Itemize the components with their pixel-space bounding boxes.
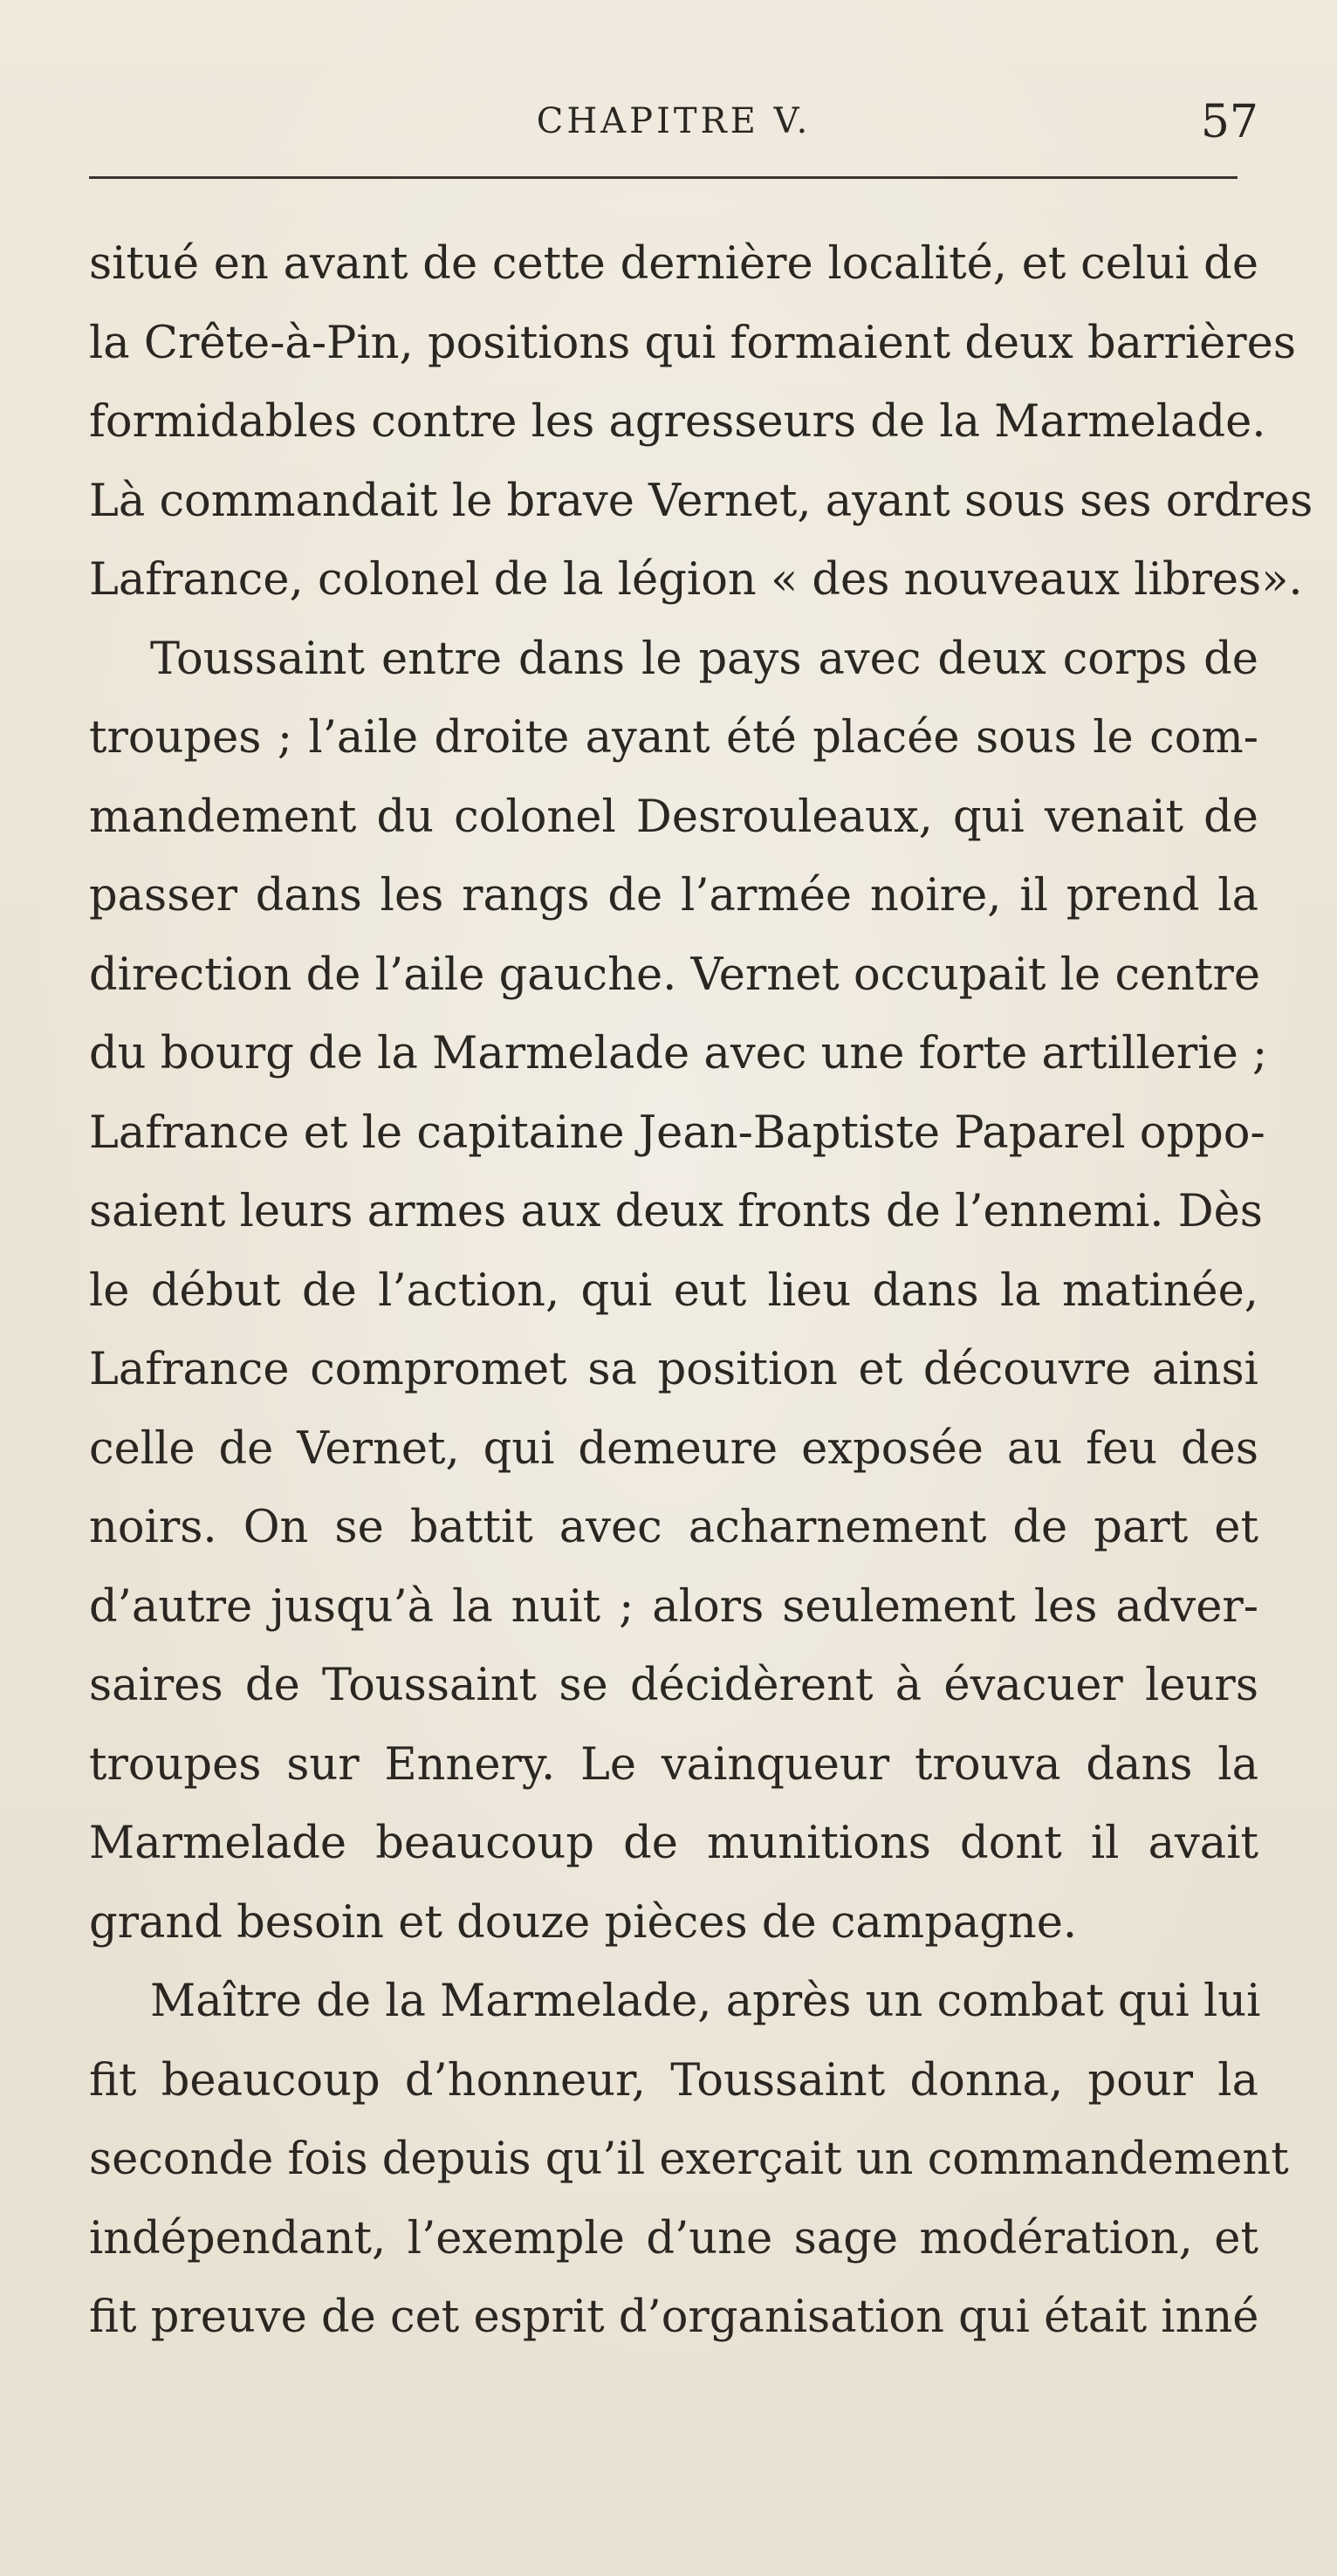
text-line: direction de l’aile gauche. Vernet occupait le centre (89, 949, 1261, 1001)
text-line: du bourg de la Marmelade avec une forte artillerie ; (89, 1028, 1268, 1079)
text-line: saires de Toussaint se décidèrent à évacuer leurs (89, 1660, 1258, 1711)
text-line: Lafrance, colonel de la légion « des nouveaux libres». (89, 554, 1303, 606)
text-line: noirs. On se battit avec acharnement de part et (89, 1502, 1258, 1553)
text-line: fit beaucoup d’honneur, Toussaint donna, pour la (89, 2054, 1258, 2107)
text-line: Lafrance et le capitaine Jean-Baptiste Paparel oppo- (89, 1106, 1265, 1159)
text-line: Maître de la Marmelade, après un combat qui lui (150, 1976, 1261, 2027)
text-line: fit preuve de cet esprit d’organisation qui était inné (89, 2292, 1259, 2343)
text-line: troupes sur Ennery. Le vainqueur trouva dans la (89, 1738, 1258, 1791)
text-line: mandement du colonel Desrouleaux, qui venait de (89, 791, 1258, 843)
running-head (89, 96, 1258, 157)
text-line: Toussaint entre dans le pays avec deux corps de (150, 633, 1258, 685)
header-rule (89, 176, 1238, 179)
text-line: celle de Vernet, qui demeure exposée au feu des (89, 1422, 1258, 1475)
text-line: Marmelade beaucoup de munitions dont il avait (89, 1818, 1258, 1869)
text-line: d’autre jusqu’à la nuit ; alors seulement les adver- (89, 1580, 1258, 1633)
text-line: Là commandait le brave Vernet, ayant sous ses ordres (89, 475, 1313, 527)
text-line: troupes ; l’aile droite ayant été placée sous le com- (89, 712, 1258, 764)
text-line: indépendant, l’exemple d’une sage modération, et (89, 2212, 1258, 2264)
text-line: Lafrance compromet sa position et découvre ainsi (89, 1344, 1258, 1395)
running-title: CHAPITRE V. (536, 101, 812, 141)
body-text (89, 225, 1313, 2358)
text-line: passer dans les rangs de l’armée noire, il prend la (89, 870, 1258, 921)
text-line: le début de l’action, qui eut lieu dans la matinée, (89, 1264, 1258, 1317)
text-line: formidables contre les agresseurs de la Marmelade. (89, 396, 1266, 448)
text-line: la Crête-à-Pin, positions qui formaient deux barrières (89, 317, 1297, 369)
text-line: grand besoin et douze pièces de campagne. (89, 1896, 1078, 1949)
text-line: seconde fois depuis qu’il exerçait un commandement (89, 2134, 1289, 2185)
page-number: 57 (1200, 96, 1258, 148)
text-line: situé en avant de cette dernière localité, et celui de (89, 238, 1258, 290)
text-line: saient leurs armes aux deux fronts de l’ennemi. Dès (89, 1186, 1263, 1237)
